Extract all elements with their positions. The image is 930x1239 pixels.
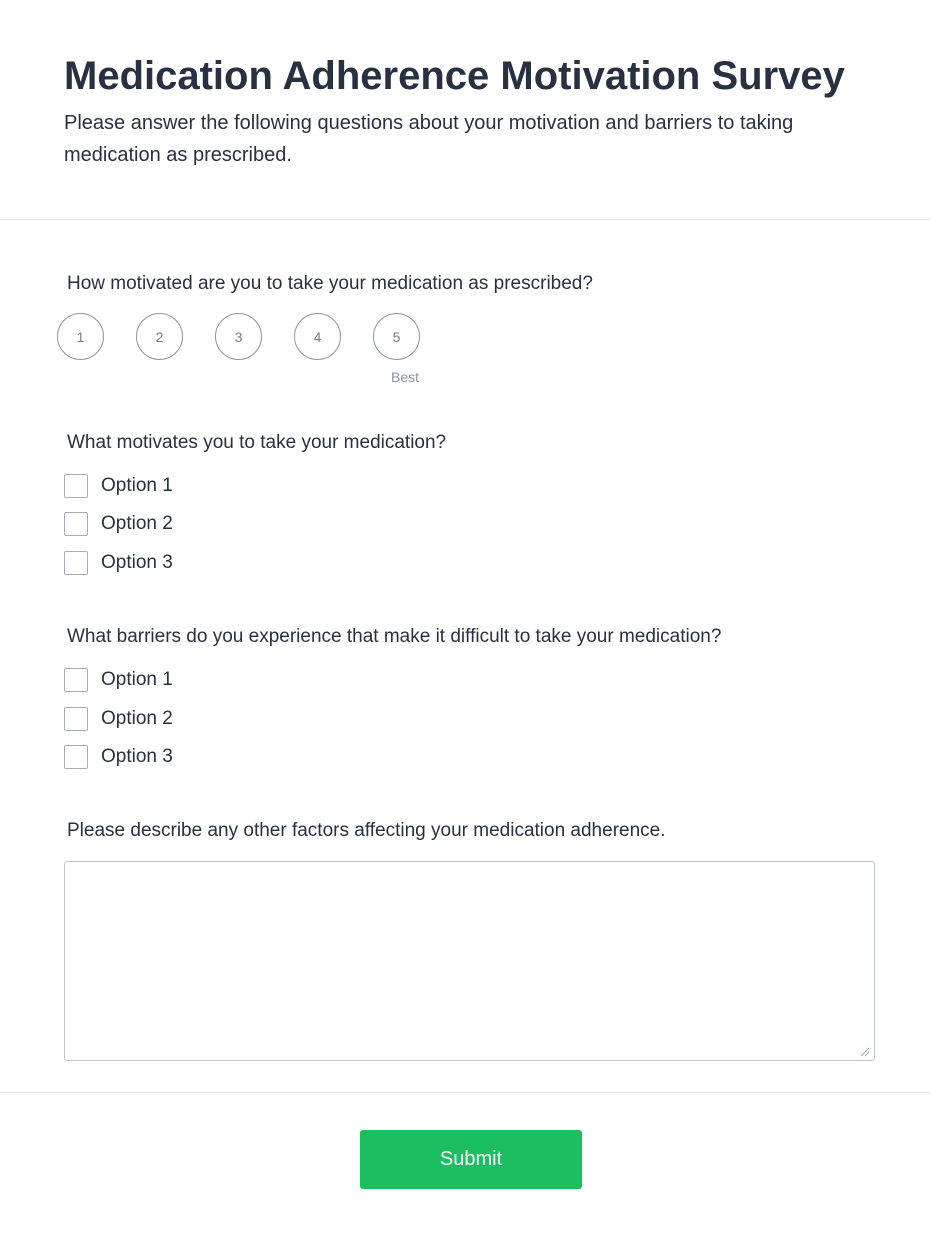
- option-label: Option 2: [101, 708, 173, 729]
- other-factors-textarea[interactable]: [64, 861, 875, 1061]
- rating-option-2[interactable]: 2: [136, 313, 183, 360]
- option-label: Option 1: [101, 669, 173, 690]
- rating-option-1[interactable]: 1: [57, 313, 104, 360]
- question-motivators: What motivates you to take your medication?: [67, 432, 447, 453]
- checkbox[interactable]: [64, 745, 88, 769]
- checkbox[interactable]: [64, 707, 88, 731]
- checkbox[interactable]: [64, 551, 88, 575]
- submit-button[interactable]: Submit: [360, 1130, 582, 1189]
- option-label: Option 1: [101, 475, 173, 496]
- question-motivation-rating: How motivated are you to take your medication as prescribed?: [67, 273, 593, 294]
- rating-high-label: Best: [391, 369, 420, 385]
- motivator-option-3[interactable]: [64, 551, 173, 575]
- barrier-option-1[interactable]: [64, 668, 173, 692]
- rating-option-4[interactable]: 4: [294, 313, 341, 360]
- rating-scale: [57, 313, 457, 393]
- motivator-option-1[interactable]: [64, 474, 173, 498]
- option-label: Option 3: [101, 746, 173, 767]
- barrier-option-2[interactable]: [64, 707, 173, 731]
- question-other-factors: Please describe any other factors affecting your medication adherence.: [67, 820, 666, 841]
- option-label: Option 2: [101, 513, 173, 534]
- page-title: Medication Adherence Motivation Survey: [64, 54, 845, 98]
- rating-option-5[interactable]: 5: [373, 313, 420, 360]
- survey-header: [0, 0, 930, 220]
- barrier-option-3[interactable]: [64, 745, 173, 769]
- page-subtitle: Please answer the following questions about your motivation and barriers to taking medication as prescribed.: [64, 112, 794, 166]
- checkbox[interactable]: [64, 512, 88, 536]
- resize-grip-icon[interactable]: [858, 1045, 870, 1057]
- rating-option-3[interactable]: 3: [215, 313, 262, 360]
- checkbox[interactable]: [64, 474, 88, 498]
- option-label: Option 3: [101, 552, 173, 573]
- footer-divider: [0, 1092, 930, 1093]
- question-barriers: What barriers do you experience that make it difficult to take your medication?: [67, 626, 722, 647]
- checkbox[interactable]: [64, 668, 88, 692]
- motivator-option-2[interactable]: [64, 512, 173, 536]
